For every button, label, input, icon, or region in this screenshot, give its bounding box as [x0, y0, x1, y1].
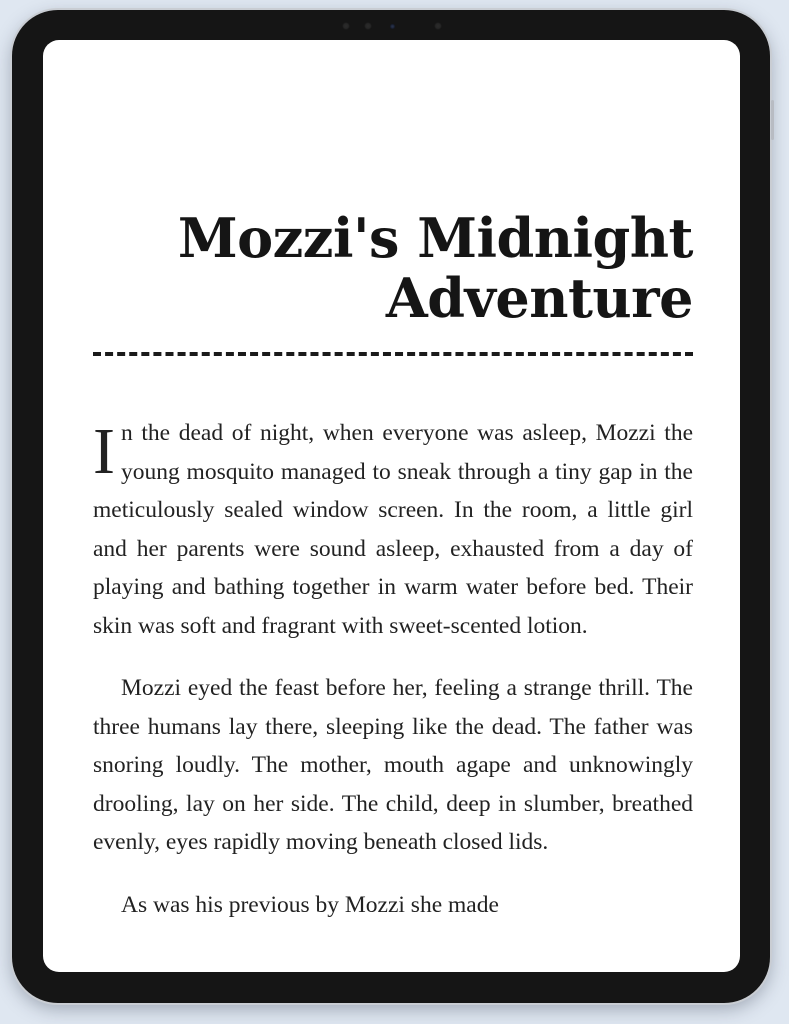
paragraph-3: As was his previous by Mozzi she made: [121, 891, 499, 918]
volume-button: [771, 100, 774, 140]
camera-bar: [342, 20, 462, 32]
page-content: [93, 40, 693, 924]
paragraph-2: Mozzi eyed the feast before her, feeling a strange thrill. The three humans lay there, sleeping like the dead. The father was snoring loudly. The mother, mouth agape and unknowingly drooling, lay on her side. The child, deep in slumber, breathed evenly, eyes rapidly moving beneath closed lids.: [93, 675, 693, 855]
drop-cap: I: [93, 415, 115, 488]
title-line-1: Mozzi's Midnight: [177, 206, 693, 270]
title-divider: [93, 352, 693, 356]
tablet-device: [12, 10, 770, 1003]
paragraph-1: [93, 414, 693, 645]
camera-icon: [364, 22, 372, 30]
sensor-icon: [342, 22, 350, 30]
sensor-icon: [434, 22, 442, 30]
paragraph-1-text: n the dead of night, when everyone was asleep, Mozzi the young mosquito managed to sneak through a tiny gap in the meticulously sealed window screen. In the room, a little girl and her parents were sound asleep, exhausted from a day of playing and bathing together in warm water before bed. Their skin was soft and fragrant with sweet-scented lotion.: [93, 420, 693, 639]
reader-screen[interactable]: [43, 40, 740, 972]
chapter-title: [93, 208, 693, 328]
title-line-2: Adventure: [385, 266, 693, 330]
camera-lens-icon: [390, 24, 395, 29]
